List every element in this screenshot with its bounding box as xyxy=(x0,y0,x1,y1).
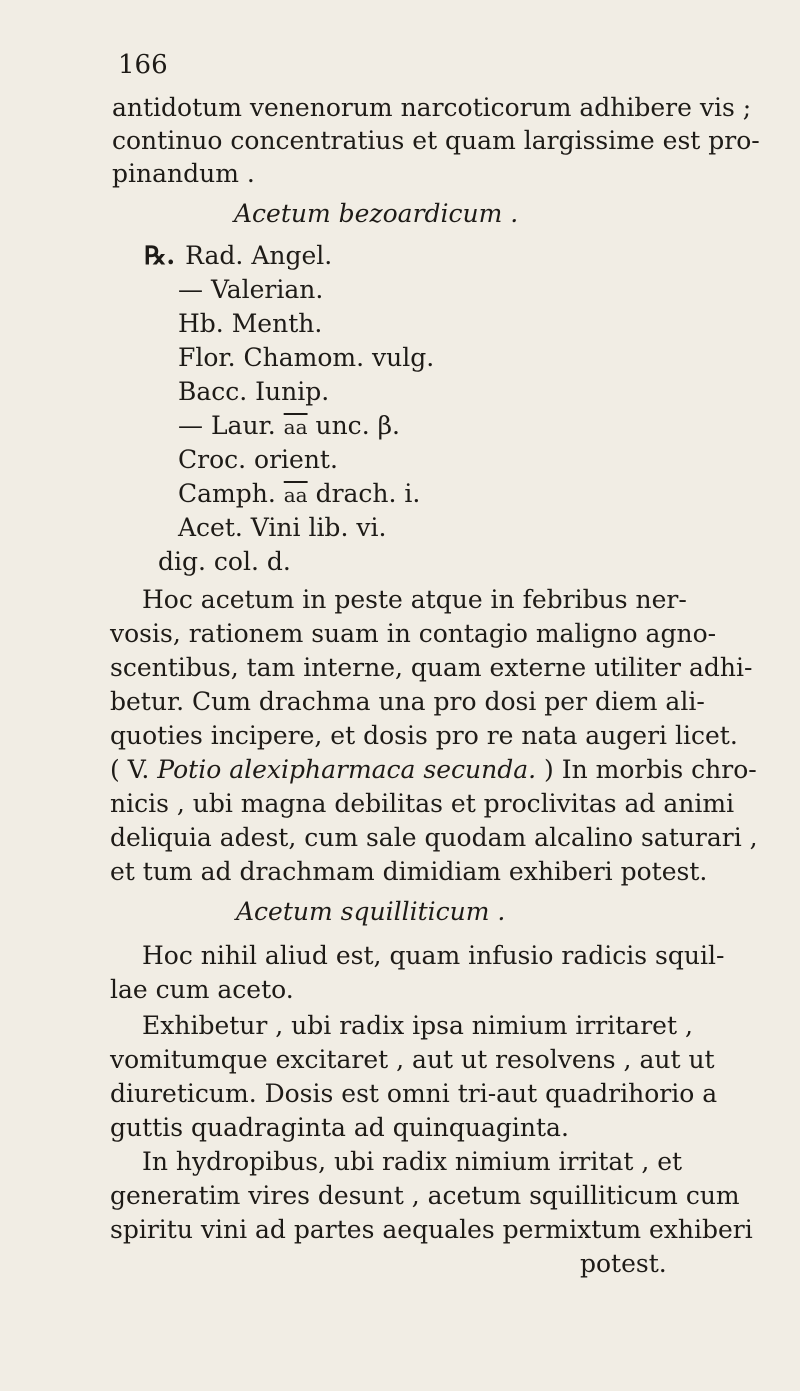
ana-mark: $\overline{aa}$ xyxy=(283,483,308,507)
intro-line-3: pinandum . xyxy=(112,159,255,188)
recipe-title-bezoardicum: Acetum bezoardicum . xyxy=(234,199,519,228)
para4-line-4: potest. xyxy=(580,1249,667,1278)
para3-line-2: vomitumque excitaret , aut ut resolvens , aut ut xyxy=(110,1045,715,1074)
para1-line-6 xyxy=(110,754,757,786)
page-number: 166 xyxy=(118,50,168,80)
para2-line-1: Hoc nihil aliud est, quam infusio radicis squil- xyxy=(142,941,725,970)
para1-line-9: et tum ad drachmam dimidiam exhiberi potest. xyxy=(110,857,708,886)
para4-line-1: In hydropibus, ubi radix nimium irritat , et xyxy=(142,1147,683,1176)
para1-line-5: quoties incipere, et dosis pro re nata augeri licet. xyxy=(110,721,738,750)
para1-line-8: deliquia adest, cum sale quodam alcalino saturari , xyxy=(110,823,758,852)
cross-ref-close: ) In morbis chro- xyxy=(544,755,757,784)
ana-mark: $\overline{aa}$ xyxy=(283,415,308,439)
recipe-line-1 xyxy=(144,240,332,272)
para1-line-1: Hoc acetum in peste atque in febribus ner- xyxy=(142,585,687,614)
para1-line-7: nicis , ubi magna debilitas et proclivitas ad animi xyxy=(110,789,735,818)
para2-line-2: lae cum aceto. xyxy=(110,975,294,1004)
cross-ref-title: Potio alexipharmaca secunda. xyxy=(157,755,537,784)
ingredient-text: — Laur. xyxy=(178,411,276,440)
para3-line-3: diureticum. Dosis est omni tri-aut quadrihorio a xyxy=(110,1079,718,1108)
dose-text: drach. i. xyxy=(315,479,421,508)
para4-line-3: spiritu vini ad partes aequales permixtum exhiberi xyxy=(110,1215,753,1244)
ingredient-text: Rad. Angel. xyxy=(185,241,333,270)
intro-line-2: continuo concentratius et quam largissime est pro- xyxy=(112,126,760,155)
recipe-line-2: — Valerian. xyxy=(178,275,324,304)
para1-line-3: scentibus, tam interne, quam externe utiliter adhi- xyxy=(110,653,753,682)
recipe-line-10: dig. col. d. xyxy=(158,547,291,576)
recipe-line-8 xyxy=(178,478,420,511)
para1-line-2: vosis, rationem suam in contagio maligno agno- xyxy=(110,619,717,648)
ingredient-text: Camph. xyxy=(178,479,276,508)
cross-ref-open: ( V. xyxy=(110,755,150,784)
recipe-title-squilliticum: Acetum squilliticum . xyxy=(236,897,506,926)
recipe-line-9: Acet. Vini lib. vi. xyxy=(178,513,387,542)
dose-text: unc. β. xyxy=(315,411,400,440)
recipe-line-5: Bacc. Iunip. xyxy=(178,377,330,406)
recipe-symbol: ℞. xyxy=(144,241,176,270)
recipe-line-6 xyxy=(178,410,400,443)
para4-line-2: generatim vires desunt , acetum squilliticum cum xyxy=(110,1181,740,1210)
recipe-line-7: Croc. orient. xyxy=(178,445,338,474)
para1-line-4: betur. Cum drachma una pro dosi per diem ali- xyxy=(110,687,705,716)
recipe-line-3: Hb. Menth. xyxy=(178,309,323,338)
intro-line-1: antidotum venenorum narcoticorum adhibere vis ; xyxy=(112,93,752,122)
para3-line-4: guttis quadraginta ad quinquaginta. xyxy=(110,1113,569,1142)
recipe-line-4: Flor. Chamom. vulg. xyxy=(178,343,435,372)
para3-line-1: Exhibetur , ubi radix ipsa nimium irritaret , xyxy=(142,1011,693,1040)
